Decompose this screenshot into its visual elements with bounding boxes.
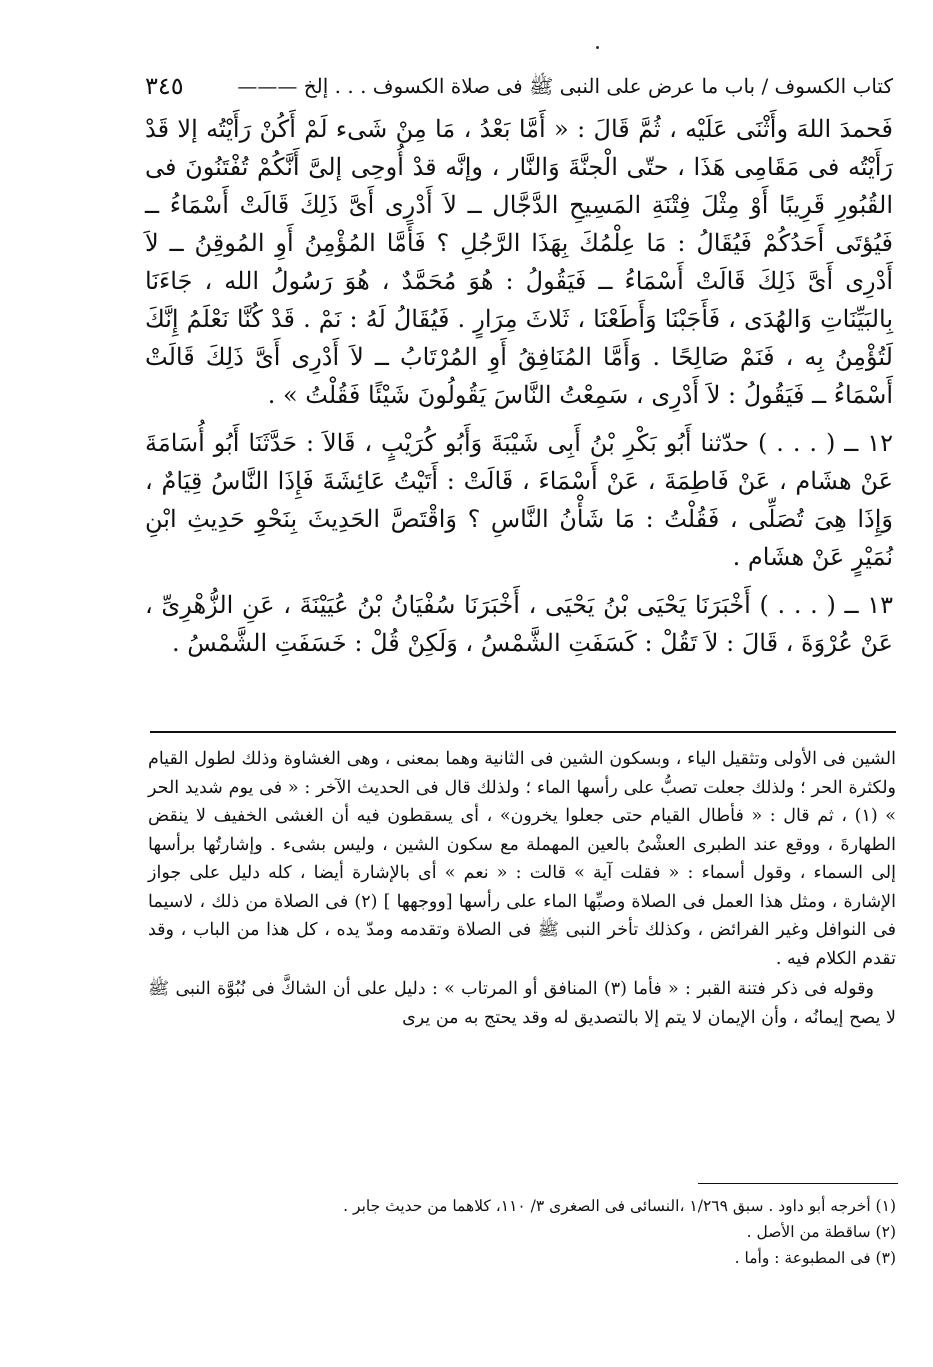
hadith-text <box>145 110 893 662</box>
page-number: ٣٤٥ <box>145 72 184 100</box>
footnote-2: (٢) ساقطة من الأصل . <box>746 1223 896 1241</box>
commentary-paragraph: الشين فى الأولى وتثقيل الياء ، وبسكون الشين فى الثانية وهما بمعنى ، وهى الغشاوة وذلك لطول القيام ولكثرة الحر ؛ ولذلك جعلت تصبُّ على رأسها الماء ؛ ولذلك قال فى الحديث الآخر : « فى يوم شديد الحر » (١) ، ثم قال : « فأطال القيام حتى جعلوا يخرون» ، أى يسقطون فيه أن الغشى الخفيف لا ينقض الطهارةَ ، ووقع عند الطبرى العشْىُ بالعين المهملة مع سكون الشين ، وليس بشىء . وإشارتُها برأسها إلى السماء ، وقول أسماء : « فقلت آية » قالت : « نعم » أى بالإشارة أيضا ، كله دليل على جواز الإشارة ، ومثل هذا العمل فى الصلاة وصبِّها الماء على رأسها [ووجهها ] (٢) فى الصلاة من ذلك ، لاسيما فى النوافل وغير الفرائض ، وكذلك تأخر النبى ﷺ فى الصلاة وتقدمه ومدّ يده ، كل هذا من الباب ، وقد تقدم الكلام فيه . <box>148 749 896 969</box>
ink-speck <box>596 46 599 49</box>
hadith-paragraph: فَحمدَ اللهَ وأَثْنَى عَلَيْه ، ثُمَّ قَالَ : « أَمَّا بَعْدُ ، مَا مِنْ شَىء لَمْ أَكُنْ رَأَيْتُه إلا قَدْ رَأَيْتُه فى مَقَامِى هَذَا ، حتّى الْجنَّةَ وَالنَّار ، وإنَّه قدْ أُوحِى إلىَّ أَنَّكُمْ تُفْتَنُونَ فى القُبُورِ قَرِيبًا أَوْ مِثْلَ فِتْنَةِ المَسِيحِ الدَّجَّال ــ لاَ أَدْرِى أَىَّ ذَلِكَ قَالَتْ أَسْمَاءُ ــ فَيُؤتَى أَحَدُكُمْ فَيُقَالُ : مَا عِلْمُكَ بِهَذَا الرَّجُلِ ؟ فَأَمَّا المُؤْمِنُ أَوِ المُوقِنُ ــ لاَ أَدْرِى أَىَّ ذَلِكَ قَالَتْ أَسْمَاءُ ــ فَيَقُولُ : هُوَ مُحَمَّدٌ ، هُوَ رَسُولُ الله ، جَاءَنَا بِالبَيِّنَاتِ وَالهُدَى ، فَأَجَبْنَا وَأَطَعْنَا ، ثَلاثَ مِرَارٍ . فَيُقَالُ لَهُ : نَمْ . قَدْ كُنَّا نَعْلَمُ إِنَّكَ لَتُؤْمِنُ بِه ، فَنَمْ صَالِحًا . وَأَمَّا المُنَافِقُ أَوِ المُرْتَابُ ــ لاَ أَدْرِى أَىَّ ذَلِكَ قَالَتْ أَسْمَاءُ ــ فَيَقُولُ : لاَ أَدْرِى ، سَمِعْتُ النَّاسَ يَقُولُونَ شَيْئًا فَقُلْتُ » . <box>145 115 894 409</box>
header-title: كتاب الكسوف / باب ما عرض على النبى ﷺ فى صلاة الكسوف . . . إلخ ——— <box>237 74 893 98</box>
commentary-paragraph: وقوله فى ذكر فتنة القبر : « فأما (٣) المنافق أو المرتاب » : دليل على أن الشاكَّ فى نُبُوَّة النبى ﷺ لا يصح إيمانُه ، وأن الإيمان لا يتم إلا بالتصديق له وقد يحتج به من يرى <box>148 979 896 1028</box>
running-header <box>145 68 893 104</box>
footnote-divider <box>698 1183 898 1184</box>
footnotes <box>200 1193 896 1271</box>
section-divider <box>150 731 896 733</box>
footnote-1: (١) أخرجه أبو داود . سبق ١/٢٦٩ ،النسائى فى الصغرى ٣/ ١١٠، كلاهما من حديث جابر . <box>343 1197 896 1215</box>
hadith-12: ١٢ ــ ( . . . ) حدّثنا أَبُو بَكْرِ بْنُ أَبِى شَيْبَةَ وَأَبُو كُرَيْبٍ ، قَالاَ : حَدَّثَنَا أَبُو أُسَامَةَ عَنْ هشَام ، عَنْ فَاطِمَةَ ، عَنْ أَسْمَاءَ ، قَالَتْ : أَتَيْتُ عَائِشَةَ فَإِذَا النَّاسُ قِيَامٌ ، وَإِذَا هِىَ تُصَلِّى ، فَقُلْتُ : مَا شَأْنُ النَّاسِ ؟ وَاقْتَصَّ الحَدِيثَ بِنَحْوِ حَدِيثِ ابْنِ نُمَيْرٍ عَنْ هشَام . <box>145 429 893 571</box>
commentary <box>148 745 896 1032</box>
footnote-3: (٣) فى المطبوعة : وأما . <box>734 1249 896 1267</box>
hadith-13: ١٣ ــ ( . . . ) أَخْبَرَنَا يَحْيَى بْنُ يَحْيَى ، أَخْبَرَنَا سُفْيَانُ بْنُ عُيَيْنَةَ ، عَنِ الزُّهْرِىِّ ، عَنْ عُرْوَةَ ، قَالَ : لاَ تَقُلْ : كَسَفَتِ الشَّمْسُ ، وَلَكِنْ قُلْ : خَسَفَتِ الشَّمْسُ . <box>145 591 893 657</box>
